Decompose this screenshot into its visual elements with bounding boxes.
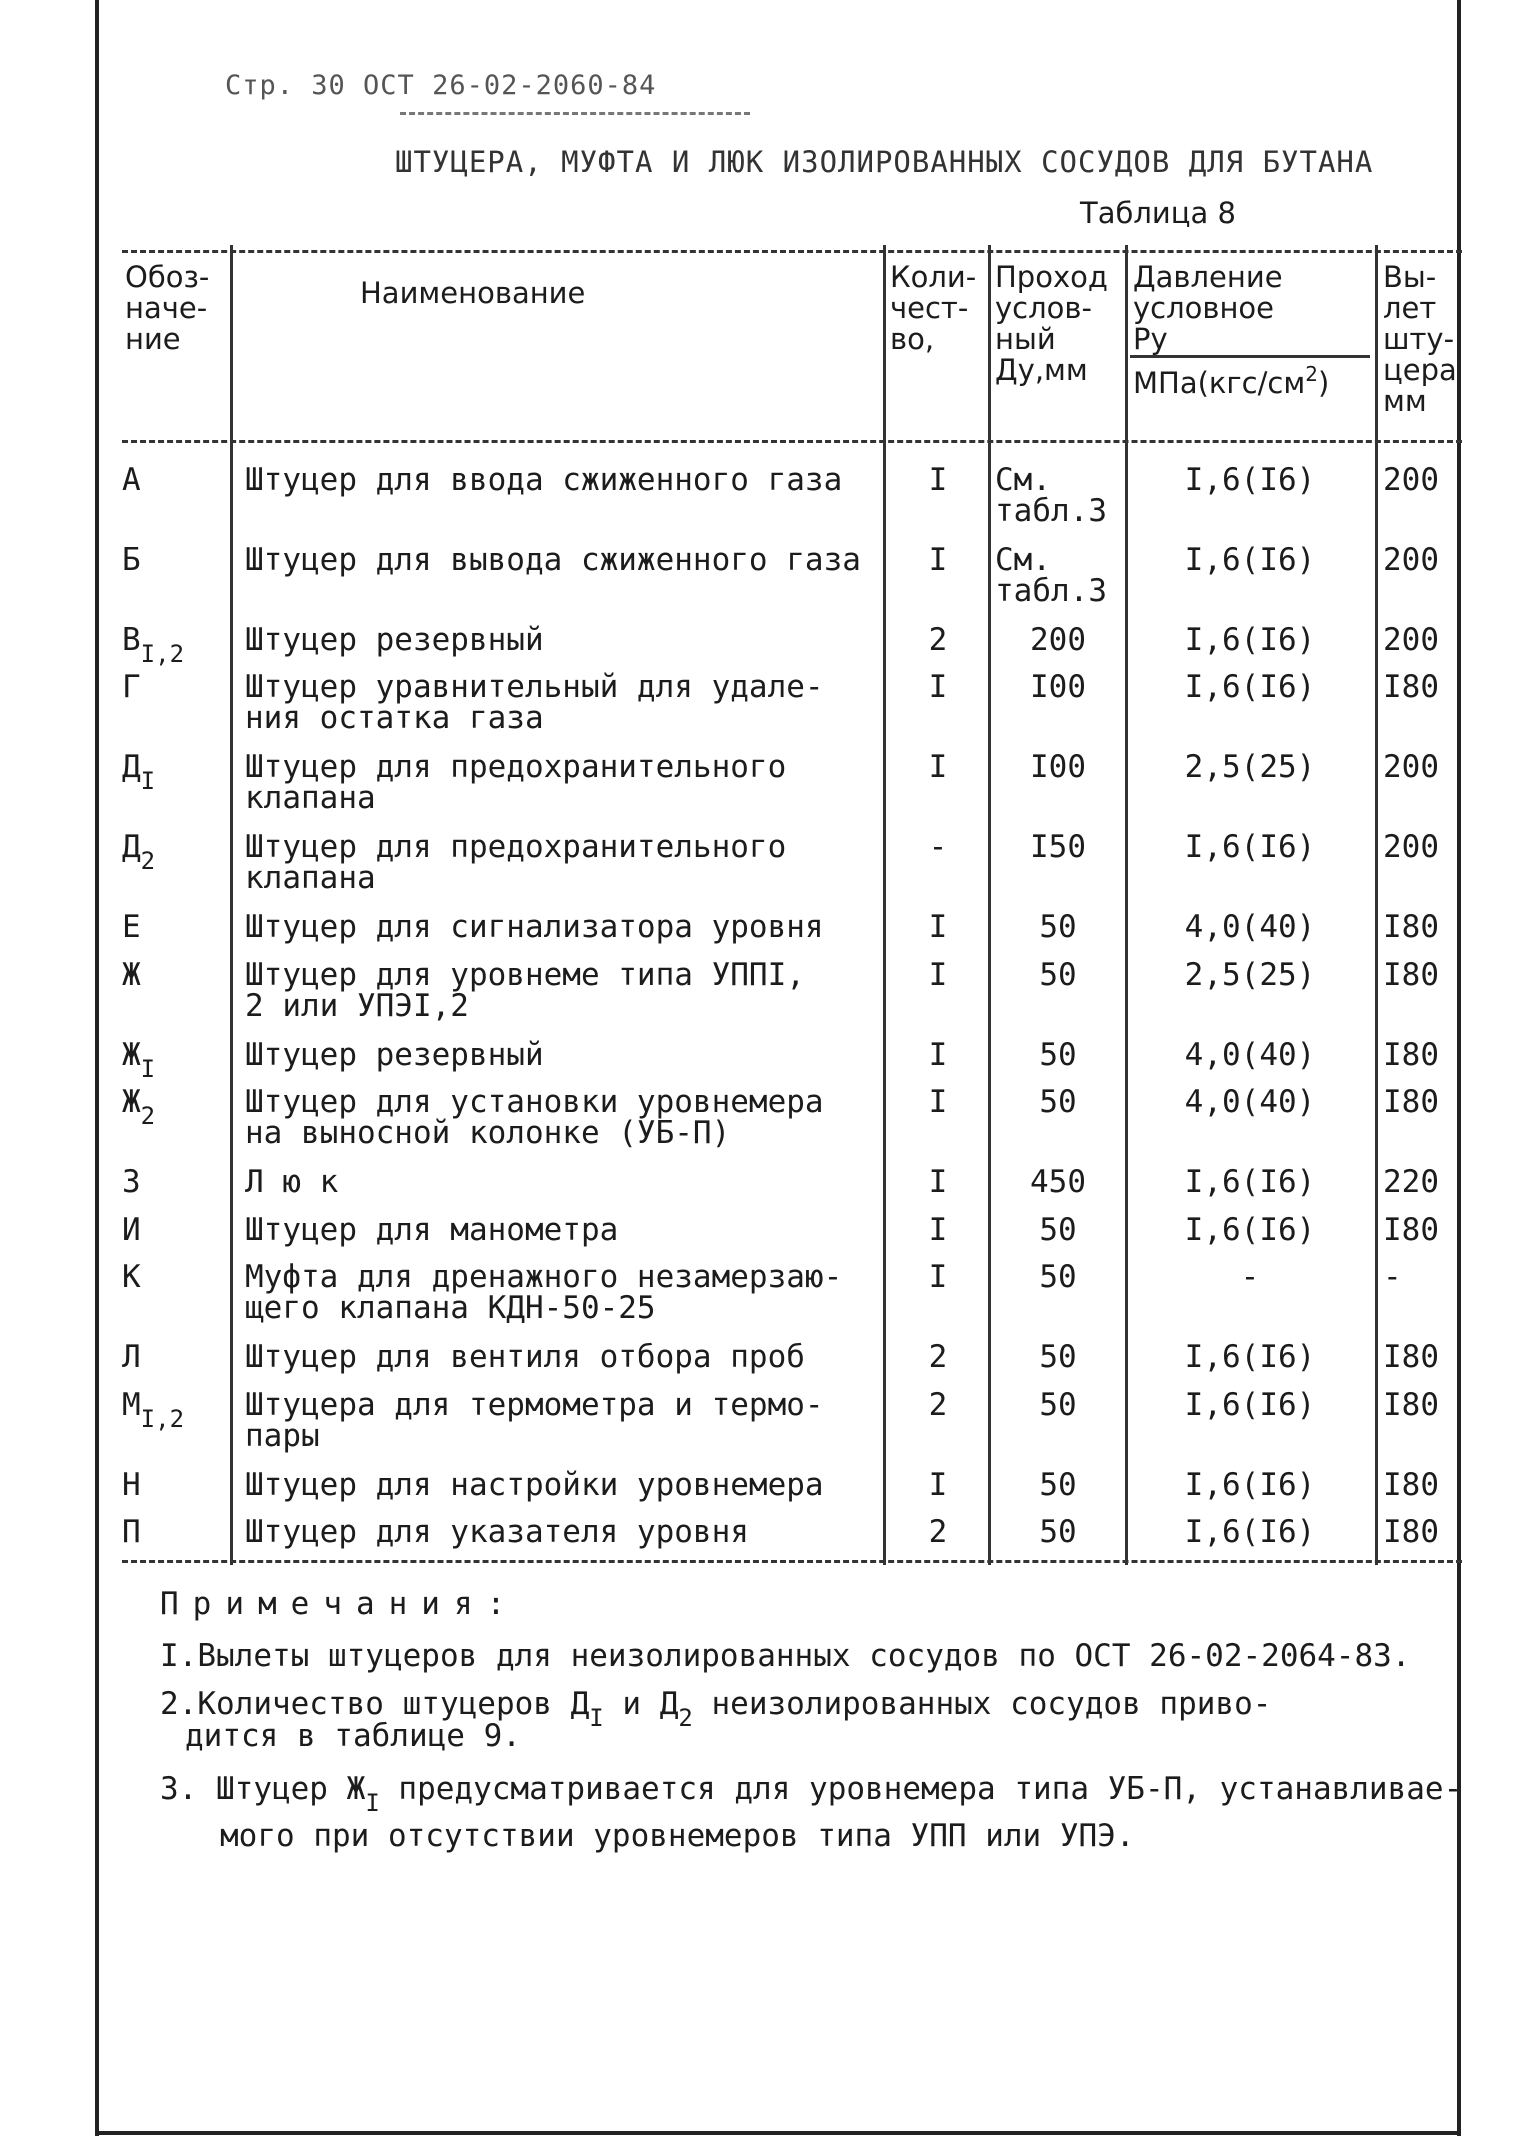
outreach-cell: I80 — [1383, 957, 1439, 993]
designation-cell: Б — [122, 542, 141, 578]
outreach-cell: I80 — [1383, 1084, 1439, 1120]
name-cell: Штуцер для уровнеме типа УППI, 2 или УПЭI,2 — [245, 957, 805, 1024]
bore-cell: I00 — [1030, 749, 1086, 785]
note-3: 3. Штуцер $Ж_I$ предусматривается для уровнемера типа УБ-П, устанавливае- — [160, 1771, 1463, 1817]
col-divider-4 — [1125, 245, 1128, 1565]
quantity-cell: I — [928, 1164, 948, 1200]
designation-cell: Ж — [122, 957, 141, 993]
page-reference: Стр. 30 ОСТ 26-02-2060-84 — [225, 70, 657, 101]
col-header-bore: Проход услов- ный Ду,мм — [995, 260, 1108, 387]
name-cell: Штуцер для сигнализатора уровня — [245, 909, 824, 945]
designation-cell: И — [122, 1212, 141, 1248]
pressure-cell: 4,0(40) — [1184, 1037, 1316, 1073]
designation-cell: Е — [122, 909, 141, 945]
designation-cell: $Ж_2$ — [122, 1084, 156, 1130]
col-divider-1 — [230, 245, 233, 1565]
name-cell: Штуцер для вывода сжиженного газа — [245, 542, 861, 578]
bore-cell: 50 — [1039, 1387, 1077, 1423]
table-label: Таблица 8 — [1080, 196, 1236, 230]
document-title: ШТУЦЕРА, МУФТА И ЛЮК ИЗОЛИРОВАННЫХ СОСУДОВ ДЛЯ БУТАНА — [395, 145, 1374, 179]
bore-cell: 450 — [1030, 1164, 1086, 1200]
designation-cell: $Д_2$ — [122, 829, 156, 875]
bore-cell: I00 — [1030, 669, 1086, 705]
pressure-cell: I,6(I6) — [1184, 1387, 1316, 1423]
designation-cell: $В_{I,2}$ — [122, 622, 185, 668]
bore-cell: 50 — [1039, 909, 1077, 945]
col-header-pressure: Давление условное Ру — [1133, 260, 1283, 356]
bore-cell: 50 — [1039, 957, 1077, 993]
name-cell: Штуцер для установки уровнемера на выносной колонке (УБ-П) — [245, 1084, 824, 1151]
name-cell: Штуцер резервный — [245, 622, 544, 658]
pressure-cell: 2,5(25) — [1184, 749, 1316, 785]
outreach-cell: I80 — [1383, 1037, 1439, 1073]
designation-cell: Н — [122, 1467, 141, 1503]
outreach-cell: I80 — [1383, 1467, 1439, 1503]
outreach-cell: 200 — [1383, 622, 1439, 658]
pressure-cell: I,6(I6) — [1184, 622, 1316, 658]
name-cell: Штуцер для вентиля отбора проб — [245, 1339, 805, 1375]
outreach-cell: - — [1383, 1259, 1402, 1295]
quantity-cell: I — [928, 1467, 948, 1503]
outreach-cell: I80 — [1383, 1514, 1439, 1550]
quantity-cell: 2 — [928, 1387, 948, 1423]
bore-cell: 50 — [1039, 1084, 1077, 1120]
name-cell: Штуцер для манометра — [245, 1212, 619, 1248]
designation-cell: Л — [122, 1339, 141, 1375]
table-top-line — [122, 250, 1462, 253]
col-divider-2 — [883, 245, 886, 1565]
designation-cell: К — [122, 1259, 141, 1295]
bore-cell: См. табл.3 — [995, 542, 1107, 609]
table-bottom-line — [122, 1560, 1462, 1563]
designation-cell: Г — [122, 669, 141, 705]
bore-cell: I50 — [1030, 829, 1086, 865]
pressure-cell: I,6(I6) — [1184, 1164, 1316, 1200]
pressure-cell: I,6(I6) — [1184, 1339, 1316, 1375]
outreach-cell: I80 — [1383, 669, 1439, 705]
quantity-cell: I — [928, 1037, 948, 1073]
bore-cell: 50 — [1039, 1259, 1077, 1295]
designation-cell: П — [122, 1514, 141, 1550]
outreach-cell: I80 — [1383, 909, 1439, 945]
name-cell: Штуцер для предохранительного клапана — [245, 829, 787, 896]
bore-cell: 50 — [1039, 1339, 1077, 1375]
name-cell: Штуцера для термометра и термо- пары — [245, 1387, 824, 1454]
designation-cell: $Ж_I$ — [122, 1037, 156, 1083]
quantity-cell: I — [928, 909, 948, 945]
outreach-cell: I80 — [1383, 1339, 1439, 1375]
quantity-cell: I — [928, 462, 948, 498]
quantity-cell: I — [928, 669, 948, 705]
col-divider-3 — [988, 245, 991, 1565]
pressure-cell: I,6(I6) — [1184, 1212, 1316, 1248]
designation-cell: А — [122, 462, 141, 498]
name-cell: Л ю к — [245, 1164, 339, 1200]
notes-heading: Примечания: — [160, 1586, 520, 1622]
name-cell: Штуцер уравнительный для удале- ния остатка газа — [245, 669, 824, 736]
quantity-cell: - — [928, 829, 948, 865]
pressure-cell: I,6(I6) — [1184, 1514, 1316, 1550]
pressure-cell: - — [1240, 1259, 1260, 1295]
quantity-cell: I — [928, 1212, 948, 1248]
frame-bottom-border — [95, 2131, 1461, 2135]
pressure-cell: I,6(I6) — [1184, 462, 1316, 498]
note-2-continued: дится в таблице 9. — [185, 1718, 521, 1754]
name-cell: Муфта для дренажного незамерзаю- щего клапана КДН-50-25 — [245, 1259, 843, 1326]
bore-cell: 200 — [1030, 622, 1086, 658]
designation-cell: $М_{I,2}$ — [122, 1387, 185, 1433]
col-header-designation: Обоз- наче- ние — [125, 260, 210, 356]
note-1: I.Вылеты штуцеров для неизолированных сосудов по ОСТ 26-02-2064-83. — [160, 1638, 1411, 1674]
pressure-cell: 4,0(40) — [1184, 1084, 1316, 1120]
quantity-cell: 2 — [928, 1339, 948, 1375]
quantity-cell: I — [928, 1259, 948, 1295]
bore-cell: 50 — [1039, 1037, 1077, 1073]
quantity-cell: I — [928, 957, 948, 993]
outreach-cell: 200 — [1383, 462, 1439, 498]
designation-cell: $Д_I$ — [122, 749, 156, 795]
header-underline — [400, 112, 750, 115]
name-cell: Штуцер для настройки уровнемера — [245, 1467, 824, 1503]
outreach-cell: I80 — [1383, 1387, 1439, 1423]
name-cell: Штуцер резервный — [245, 1037, 544, 1073]
col-header-name: Наименование — [360, 276, 586, 310]
quantity-cell: 2 — [928, 1514, 948, 1550]
outreach-cell: I80 — [1383, 1212, 1439, 1248]
bore-cell: 50 — [1039, 1212, 1077, 1248]
pressure-cell: I,6(I6) — [1184, 669, 1316, 705]
bore-cell: 50 — [1039, 1514, 1077, 1550]
designation-cell: З — [122, 1164, 141, 1200]
bore-cell: См. табл.3 — [995, 462, 1107, 529]
name-cell: Штуцер для указателя уровня — [245, 1514, 749, 1550]
note-3-continued: мого при отсутствии уровнемеров типа УПП или УПЭ. — [220, 1818, 1135, 1854]
name-cell: Штуцер для ввода сжиженного газа — [245, 462, 843, 498]
col-header-quantity: Коли- чест- во, — [890, 260, 977, 356]
outreach-cell: 220 — [1383, 1164, 1439, 1200]
quantity-cell: I — [928, 749, 948, 785]
table-header-line — [122, 440, 1462, 443]
pressure-cell: I,6(I6) — [1184, 829, 1316, 865]
outreach-cell: 200 — [1383, 749, 1439, 785]
pressure-cell: 2,5(25) — [1184, 957, 1316, 993]
quantity-cell: I — [928, 542, 948, 578]
outreach-cell: 200 — [1383, 829, 1439, 865]
name-cell: Штуцер для предохранительного клапана — [245, 749, 787, 816]
col-divider-5 — [1375, 245, 1378, 1565]
quantity-cell: I — [928, 1084, 948, 1120]
frame-right-border — [1457, 0, 1461, 2136]
frame-left-border — [95, 0, 99, 2136]
col-header-outreach: Вы- лет шту- цера мм — [1383, 260, 1457, 418]
col-header-pressure-unit: $МПа(кгс/см^2)$ — [1133, 362, 1330, 400]
pressure-cell: 4,0(40) — [1184, 909, 1316, 945]
pressure-cell: I,6(I6) — [1184, 542, 1316, 578]
outreach-cell: 200 — [1383, 542, 1439, 578]
note-2: 2.Количество штуцеров $Д_I$ и $Д_2$ неизолированных сосудов приво- — [160, 1686, 1272, 1732]
bore-cell: 50 — [1039, 1467, 1077, 1503]
quantity-cell: 2 — [928, 622, 948, 658]
pressure-cell: I,6(I6) — [1184, 1467, 1316, 1503]
